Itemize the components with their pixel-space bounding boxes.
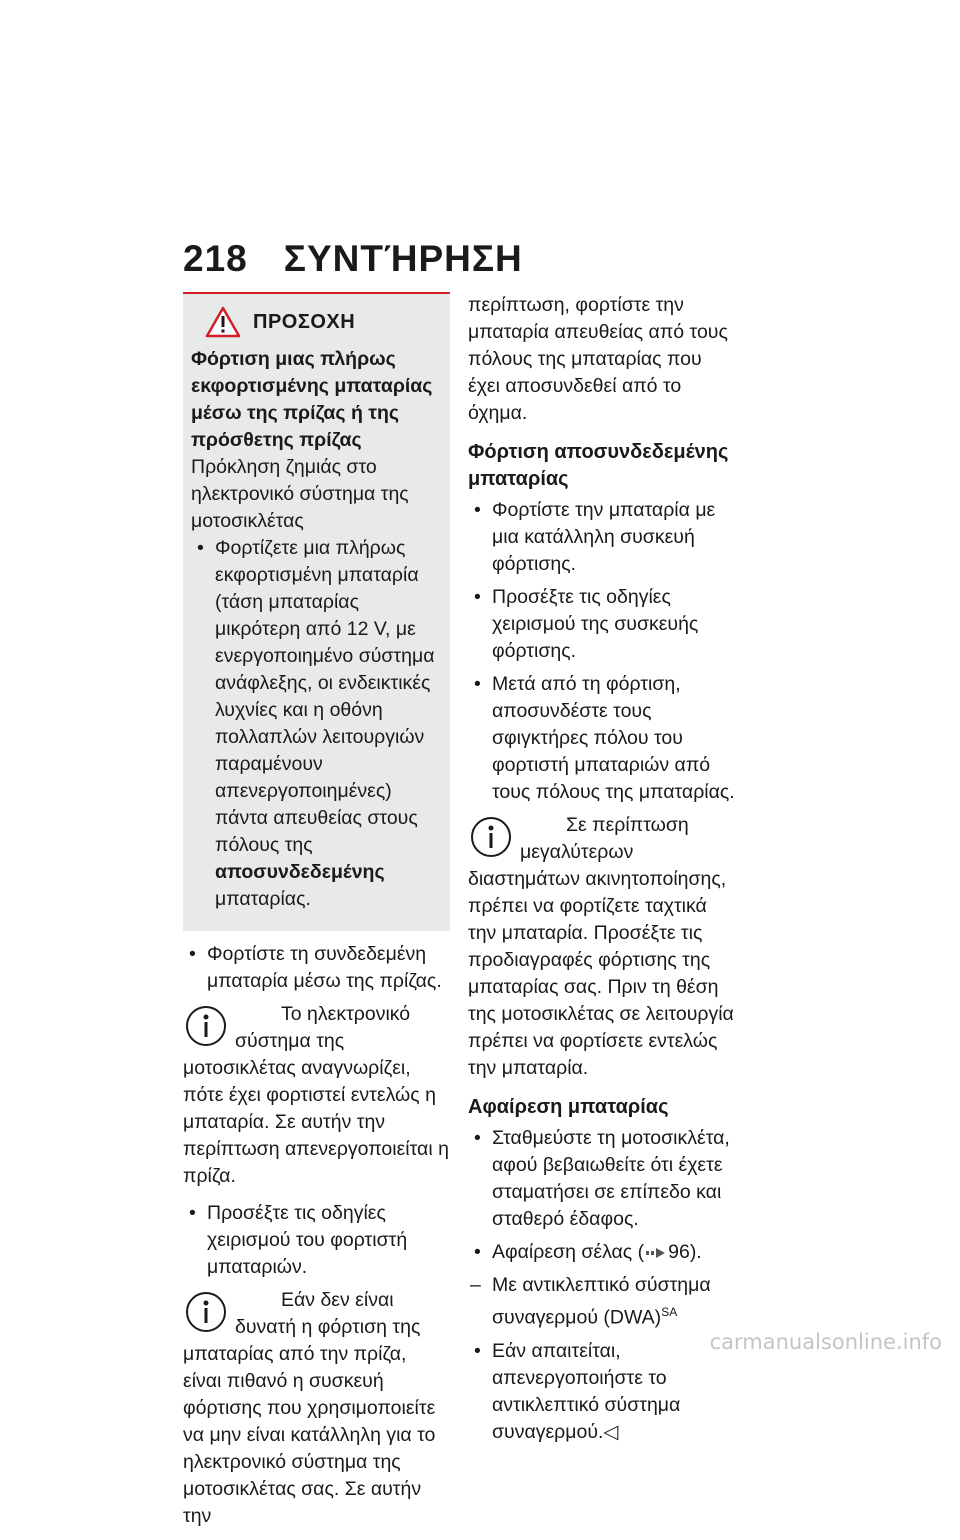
alarm-condition-text: Με αντικλεπτικό σύστημα συναγερμού (DWA) [492,1274,711,1329]
warning-bullet-text: Φορτίζετε μια πλήρως εκφορτισμένη μπαταρία (τάση μπαταρίας μικρότερη από 12 V, με ενεργοποιημένο σύστημα ανάφλεξης, οι ενδεικτικές λυχνίες και η οθόνη πολλαπλών λειτουργιών παραμένουν απενεργοποιημένες) πάντα απευθείας στους πόλους της [215,537,435,856]
page-header [183,238,523,280]
continued-text: περίπτωση, φορτίστε την μπαταρία απευθείας από τους πόλους της μπαταρίας που έχει αποσυνδεθεί από το όχημα. [468,294,728,424]
watermark [0,1316,960,1362]
list-item: • Σταθμεύστε τη μοτοσικλέτα, αφού βεβαιωθείτε ότι έχετε σταματήσει σε επίπεδο και σταθερό έδαφος. [468,1125,736,1233]
section-title-removal: Αφαίρεση μπαταρίας [468,1096,669,1118]
info-text-1: Το ηλεκτρονικό σύστημα της μοτοσικλέτας αναγνωρίζει, πότε έχει φορτιστεί εντελώς η μπαταρία. Σε αυτήν την περίπτωση απενεργοποιείται η πρίζα. [183,1003,449,1187]
special-accessory-sup: SA [661,1305,678,1319]
warning-title: ΠΡΟΣΟΧΗ [253,310,356,333]
arrow-reference-icon [646,1247,666,1259]
info-note-3 [468,812,736,1082]
page-number: 218 [183,238,248,279]
alarm-disable-text: Εάν απαιτείται, απενεργοποιήστε το αντικλεπτικό σύστημα συναγερμού. [492,1339,681,1443]
warning-bullet [191,535,442,913]
warning-header [191,306,442,338]
list-item: • Προσέξτε τις οδηγίες χειρισμού της συσκευής φόρτισης. [468,584,736,665]
page-reference-link[interactable]: 96 [668,1241,690,1263]
end-mark-icon: ◁ [603,1420,619,1443]
right-column [468,292,736,1452]
info-text-3: Σε περίπτωση μεγαλύτερων διαστημάτων ακινητοποίησης, πρέπει να φορτίζετε ταχτικά την μπαταρία. Προσέξτε τις προδιαγραφές φόρτισης της μπαταρίας σας. Πριν τη θέση της μοτοσικλέτας σε λειτουργία πρέπει να φορτίσετε εντελώς την μπαταρία. [468,814,734,1079]
list-item: • Προσέξτε τις οδηγίες χειρισμού του φορτιστή μπαταριών. [183,1200,450,1281]
seat-removal-end: ). [689,1241,702,1263]
warning-bullet-bold: αποσυνδεδεμένης [215,861,385,883]
info-text-2: Εάν δεν είναι δυνατή η φόρτιση της μπαταρίας από την πρίζα, είναι πιθανό η συσκευή φόρτισης που χρησιμοποιείτε να μην είναι κατάλληλη για το ηλεκτρονικό σύστημα της μοτοσικλέτας σας. Σε αυτήν την [183,1289,436,1527]
info-icon [185,1005,227,1047]
info-icon [470,816,512,858]
warning-list [191,535,442,913]
removal-list [468,1125,736,1446]
warning-triangle-icon [205,306,241,338]
warning-subtitle: Φόρτιση μιας πλήρως εκφορτισμένης μπαταρίας μέσω της πρίζας ή της πρόσθετης πρίζας [191,348,433,451]
charging-list [468,497,736,806]
info-note-1 [183,1001,450,1190]
seat-removal-text: Αφαίρεση σέλας ( [492,1241,645,1263]
watermark-text: carmanualsonline.info [709,1330,942,1354]
warning-bullet-end: μπαταρίας. [215,888,311,910]
list-item: • Μετά από τη φόρτιση, αποσυνδέστε τους σφιγκτήρες πόλου του φορτιστή μπαταριών από τους πόλους της μπαταρίας. [468,671,736,806]
page-title: ΣΥΝΤΉΡΗΣΗ [283,238,523,279]
left-list-2 [183,1200,450,1281]
list-item: • Φορτίστε την μπαταρία με μια κατάλληλη συσκευή φόρτισης. [468,497,736,578]
left-list-1 [183,941,450,995]
warning-box [183,292,450,931]
section-title-charging: Φόρτιση αποσυνδεδεμένης μπαταρίας [468,441,729,490]
list-item: • Φορτίστε τη συνδεδεμένη μπαταρία μέσω της πρίζας. [183,941,450,995]
list-item [468,1239,736,1266]
warning-description: Πρόκληση ζημιάς στο ηλεκτρονικό σύστημα της μοτοσικλέτας [191,456,409,532]
